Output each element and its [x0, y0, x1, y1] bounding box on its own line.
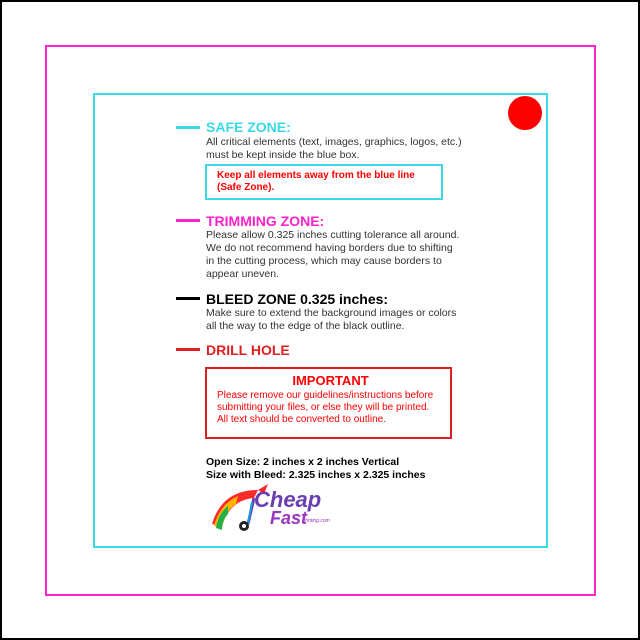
- bleed-zone-description: Make sure to extend the background images or colors all the way to the edge of the black outline.: [206, 307, 457, 332]
- trimming-zone-legend-line: [176, 219, 200, 222]
- safe-zone-note-box: [205, 164, 443, 200]
- size-info: [206, 456, 425, 482]
- safe-zone-legend-line: [176, 126, 200, 129]
- size-with-bleed: Size with Bleed: 2.325 inches x 2.325 inches: [206, 469, 426, 481]
- safe-zone-note: Keep all elements away from the blue line (Safe Zone).: [217, 170, 415, 193]
- drill-hole-legend-line: [176, 348, 200, 351]
- logo-word-fast: Fast: [270, 508, 308, 528]
- trimming-zone-description: Please allow 0.325 inches cutting tolerance all around. We do not recommend having borders due to shifting in the cutting process, which may cause borders to appear uneven.: [206, 229, 460, 280]
- trimming-zone-title: TRIMMING ZONE:: [206, 213, 325, 229]
- important-title: IMPORTANT: [292, 373, 369, 388]
- safe-zone-description: All critical elements (text, images, graphics, logos, etc.) must be kept inside the blue box.: [206, 136, 462, 161]
- safe-zone-title: SAFE ZONE:: [206, 119, 291, 135]
- logo-word-cheap: Cheap: [254, 487, 322, 512]
- cheap-fast-printing-logo: [208, 484, 348, 540]
- bleed-zone-legend-line: [176, 297, 200, 300]
- logo-word-printing: Printing.com: [302, 518, 330, 524]
- important-text: Please remove our guidelines/instructions before submitting your files, or else they will be printed. All text should be converted to outline.: [217, 390, 434, 425]
- drill-hole-title: DRILL HOLE: [206, 342, 290, 358]
- open-size: Open Size: 2 inches x 2 inches Vertical: [206, 456, 400, 468]
- bleed-zone-title: BLEED ZONE 0.325 inches:: [206, 291, 389, 307]
- important-box: [205, 367, 452, 439]
- drill-hole-marker: [508, 96, 542, 130]
